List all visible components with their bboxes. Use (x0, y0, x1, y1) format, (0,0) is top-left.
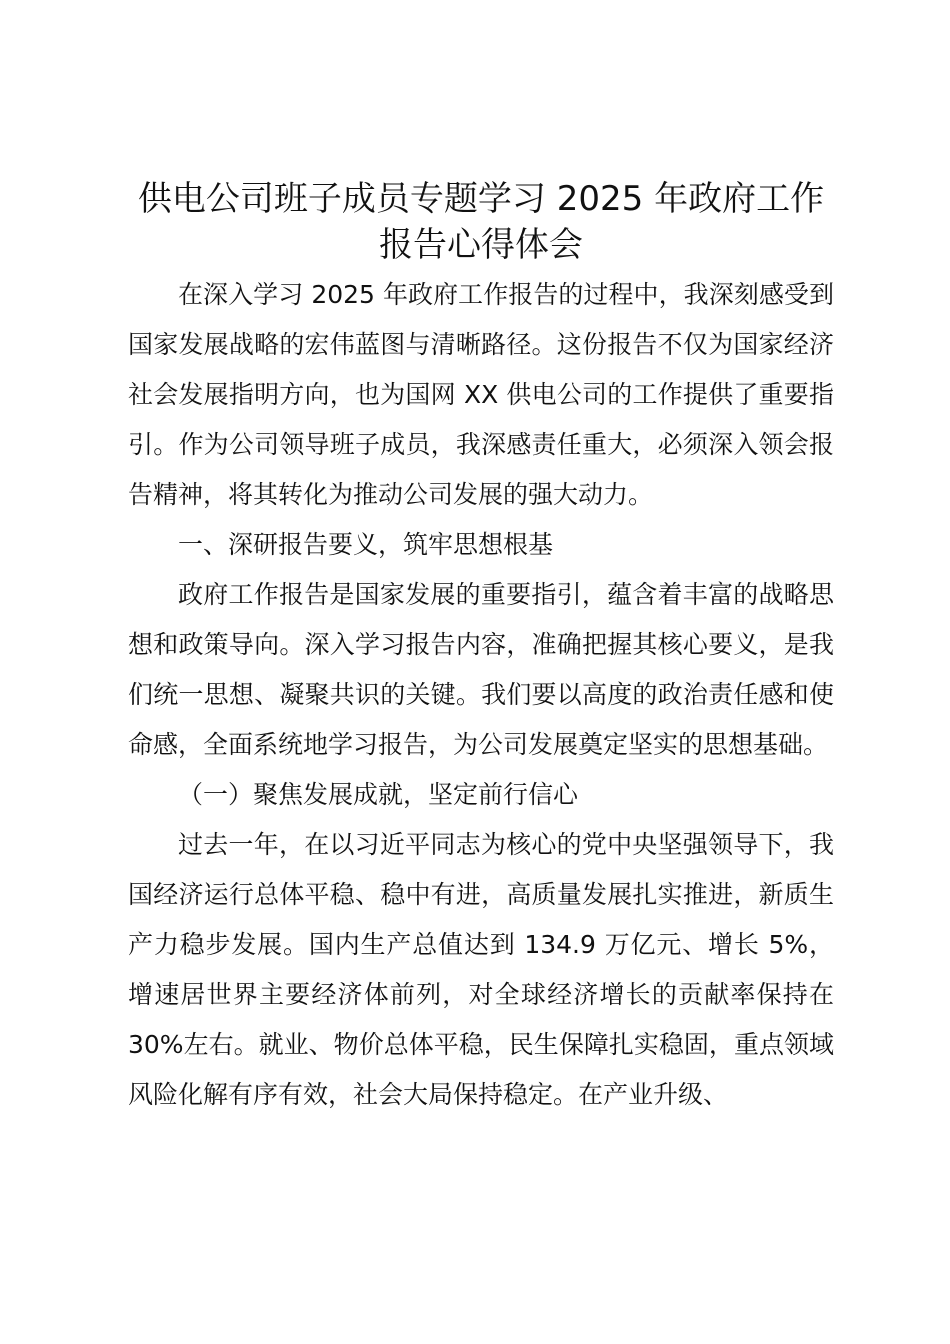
document-title (128, 176, 834, 268)
section-heading-1: 一、深研报告要义，筑牢思想根基 (178, 530, 554, 559)
title-line-2: 报告心得体会 (379, 225, 583, 265)
document-body (128, 176, 834, 1120)
section-1-paragraph: 政府工作报告是国家发展的重要指引，蕴含着丰富的战略思想和政策导向。深入学习报告内容，准确把握其核心要义，是我们统一思想、凝聚共识的关键。我们要以高度的政治责任感和使命感，全面系统地学习报告，为公司发展奠定坚实的思想基础。 (128, 580, 834, 759)
title-line-1: 供电公司班子成员专题学习 2025 年政府工作 (137, 179, 825, 219)
subsection-1-paragraph: 过去一年，在以习近平同志为核心的党中央坚强领导下，我国经济运行总体平稳、稳中有进，高质量发展扎实推进，新质生产力稳步发展。国内生产总值达到 134.9 万亿元、增长 5%，增速居世界主要经济体前列，对全球经济增长的贡献率保持在 30%左右。就业、物价总体平稳，民生保障扎实稳固，重点领域风险化解有序有效，社会大局保持稳定。在产业升级、 (128, 830, 834, 1109)
intro-paragraph: 在深入学习 2025 年政府工作报告的过程中，我深刻感受到国家发展战略的宏伟蓝图与清晰路径。这份报告不仅为国家经济社会发展指明方向，也为国网 XX 供电公司的工作提供了重要指引。作为公司领导班子成员，我深感责任重大，必须深入领会报告精神，将其转化为推动公司发展的强大动力。 (128, 280, 834, 509)
subsection-heading-1: （一）聚焦发展成就，坚定前行信心 (178, 780, 579, 809)
